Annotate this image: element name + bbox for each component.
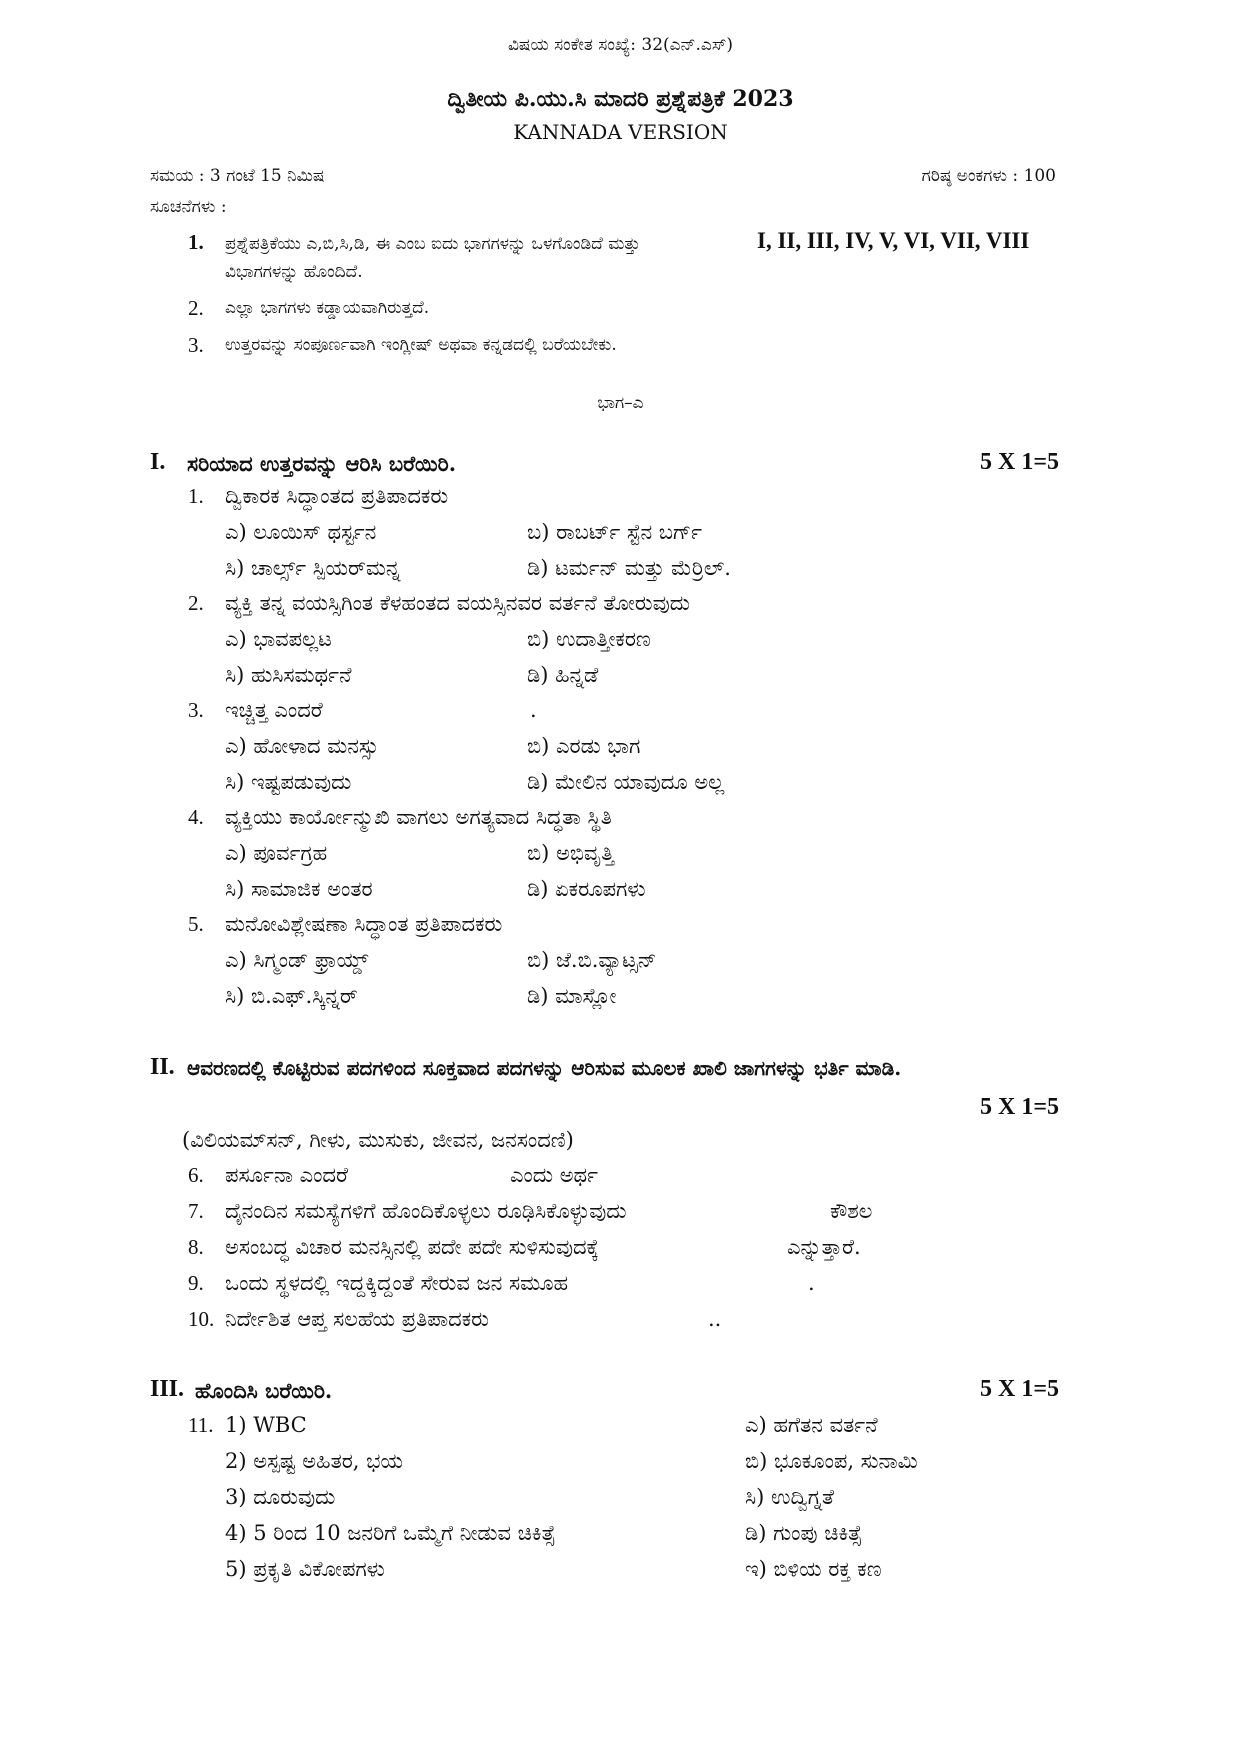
word-bank: (ವಿಲಿಯಮ್‌ಸನ್, ಗೀಳು, ಮುಸುಕು, ಜೀವನ, ಜನಸಂದಣಿ) (182, 1128, 574, 1152)
question-text: ಮನೋವಿಶ್ಲೇಷಣಾ ಸಿದ್ಧಾಂತ ಪ್ರತಿಪಾದಕರು (225, 912, 503, 936)
match-right-item: ಬಿ) ಭೂಕೂಂಪ, ಸುನಾಮಿ (745, 1449, 918, 1473)
question-text: ನಿರ್ದೇಶಿತ ಆಪ್ತ ಸಲಹೆಯ ಪ್ರತಿಪಾದಕರು (225, 1307, 489, 1331)
instruction-sections: I, II, III, IV, V, VI, VII, VIII (757, 228, 1030, 253)
option-d: ಡಿ) ಏಕರೂಪಗಳು (527, 877, 646, 901)
option-d: ಡಿ) ಟರ್ಮನ್ ಮತ್ತು ಮೆರ್ರಿಲ್. (527, 556, 731, 580)
option-c: ಸಿ) ಸಾಮಾಜಿಕ ಅಂತರ (225, 877, 373, 901)
section-title: ಸರಿಯಾದ ಉತ್ತರವನ್ನು ಆರಿಸಿ ಬರೆಯಿರಿ. (187, 451, 457, 476)
version-label: KANNADA VERSION (513, 120, 728, 144)
instruction-text: ಎಲ್ಲಾ ಭಾಗಗಳು ಕಡ್ಡಾಯವಾಗಿರುತ್ತದೆ. (225, 298, 430, 318)
option-a: ಎ) ಲೂಯಿಸ್ ಥರ್ಸ್ಟನ (225, 520, 377, 544)
option-c: ಸಿ) ಬಿ.ಎಫ್.ಸ್ಕಿನ್ನರ್ (225, 984, 358, 1008)
option-a: ಎ) ಭಾವಪಲ್ಲಟ (225, 627, 332, 651)
option-b: ಬ) ರಾಬರ್ಟ್ ಸ್ಟೆನ ಬರ್ಗ್ (527, 520, 703, 544)
question-tail: ಕೌಶಲ (830, 1199, 873, 1223)
option-b: ಬಿ) ಉದಾತ್ತೀಕರಣ (527, 627, 651, 651)
question-text: ಒಂದು ಸ್ಥಳದಲ್ಲಿ ಇದ್ದಕ್ಕಿದ್ದಂತೆ ಸೇರುವ ಜನ ಸಮೂಹ (225, 1271, 569, 1295)
question-text: ವ್ಯಕ್ತಿ ತನ್ನ ವಯಸ್ಸಿಗಿಂತ ಕೆಳಹಂತದ ವಯಸ್ಸಿನವರ ವರ್ತನೆ ತೋರುವುದು (225, 591, 690, 615)
question-tail: . (808, 1271, 815, 1295)
question-number: 2. (188, 591, 204, 615)
match-left-item: 4) 5 ರಿಂದ 10 ಜನರಿಗೆ ಒಮ್ಮೆಗೆ ನೀಡುವ ಚಿಕಿತ್ಸೆ (225, 1521, 556, 1545)
match-right-item: ಸಿ) ಉದ್ವಿಗ್ನತೆ (745, 1485, 834, 1509)
question-number: 11. (188, 1413, 214, 1437)
section-marks: 5 X 1=5 (979, 449, 1059, 475)
paper-title: ದ್ವಿತೀಯ ಪಿ.ಯು.ಸಿ ಮಾದರಿ ಪ್ರಶ್ನೆಪತ್ರಿಕೆ 2023 (447, 86, 794, 112)
option-c: ಸಿ) ಚಾರ್ಲ್ಸ್ ಸ್ಪಿಯರ್‌ಮನ್ನ (225, 556, 401, 580)
option-b: ಬಿ) ಜೆ.ಬಿ.ವ್ಯಾಟ್ಸನ್ (527, 948, 657, 972)
question-text: ವ್ಯಕ್ತಿಯು ಕಾರ್ಯೋನ್ಮುಖಿ ವಾಗಲು ಅಗತ್ಯವಾದ ಸಿದ್ಧತಾ ಸ್ಥಿತಿ (225, 805, 612, 829)
option-b: ಬಿ) ಎರಡು ಭಾಗ (527, 734, 641, 758)
option-a: ಎ) ಸಿಗ್ಮಂಡ್ ಫ್ರಾಯ್ಡ್ (225, 948, 369, 972)
section-number: III. (150, 1376, 185, 1402)
question-number: 1. (188, 484, 204, 508)
question-number: 5. (188, 912, 204, 936)
question-number: 3. (188, 698, 204, 722)
max-marks-label: ಗರಿಷ್ಠ ಅಂಕಗಳು : 100 (921, 166, 1056, 186)
subject-code: ವಿಷಯ ಸಂಕೇತ ಸಂಖ್ಯೆ: 32(ಎನ್.ಎಸ್) (507, 35, 734, 55)
instruction-number: 2. (188, 296, 204, 320)
section-title: ಹೊಂದಿಸಿ ಬರೆಯಿರಿ. (195, 1378, 333, 1403)
section-number: I. (150, 449, 166, 475)
section-marks: 5 X 1=5 (979, 1094, 1059, 1120)
question-number: 10. (188, 1307, 215, 1331)
option-b: ಬಿ) ಅಭಿವೃತ್ತಿ (527, 841, 615, 865)
instruction-number: 3. (188, 333, 204, 357)
question-text: ದ್ವಿಕಾರಕ ಸಿದ್ಧಾಂತದ ಪ್ರತಿಪಾದಕರು (225, 484, 449, 508)
question-tail: ಎನ್ನುತ್ತಾರೆ. (787, 1235, 861, 1259)
question-number: 8. (188, 1235, 204, 1259)
option-c: ಸಿ) ಇಷ್ಟಪಡುವುದು (225, 770, 352, 794)
option-d: ಡಿ) ಮಾಸ್ಲೋ (527, 984, 617, 1008)
instruction-continuation: ವಿಭಾಗಗಳನ್ನು ಹೊಂದಿದೆ. (225, 262, 363, 282)
question-number: 7. (188, 1199, 204, 1223)
match-left-item: 1) WBC (225, 1413, 307, 1437)
option-d: ಡಿ) ಮೇಲಿನ ಯಾವುದೂ ಅಲ್ಲ (527, 770, 725, 794)
match-right-item: ಡಿ) ಗುಂಪು ಚಿಕಿತ್ಸೆ (745, 1521, 863, 1545)
match-right-item: ಎ) ಹಗೆತನ ವರ್ತನೆ (745, 1413, 878, 1437)
option-a: ಎ) ಹೋಳಾದ ಮನಸ್ಸು (225, 734, 379, 758)
instruction-text: ಪ್ರಶ್ನೆಪತ್ರಿಕೆಯು ಎ,ಬಿ,ಸಿ,ಡಿ, ಈ ಎಂಬ ಐದು ಭಾಗಗಳನ್ನು ಒಳಗೊಂಡಿದೆ ಮತ್ತು (225, 234, 641, 254)
match-left-item: 2) ಅಸ್ಪಷ್ಟ ಅಹಿತರ, ಭಯ (225, 1449, 403, 1473)
section-title: ಆವರಣದಲ್ಲಿ ಕೊಟ್ಟಿರುವ ಪದಗಳಿಂದ ಸೂಕ್ತವಾದ ಪದಗಳನ್ನು ಆರಿಸುವ ಮೂಲಕ ಖಾಲಿ ಜಾಗಗಳನ್ನು ಭರ್ತಿ ಮಾಡಿ. (187, 1056, 902, 1080)
instruction-text: ಉತ್ತರವನ್ನು ಸಂಪೂರ್ಣವಾಗಿ ಇಂಗ್ಲೀಷ್ ಅಥವಾ ಕನ್ನಡದಲ್ಲಿ ಬರೆಯಬೇಕು. (225, 335, 617, 355)
match-left-item: 3) ದೂರುವುದು (225, 1485, 336, 1509)
section-marks: 5 X 1=5 (979, 1376, 1059, 1402)
instructions-heading: ಸೂಚನೆಗಳು : (150, 197, 227, 217)
question-tail: .. (708, 1307, 722, 1331)
part-label: ಭಾಗ–ಎ (597, 393, 644, 413)
match-left-item: 5) ಪ್ರಕೃತಿ ವಿಕೋಪಗಳು (225, 1557, 385, 1581)
match-right-item: ಇ) ಬಿಳಿಯ ರಕ್ತ ಕಣ (745, 1557, 882, 1581)
question-number: 4. (188, 805, 204, 829)
question-blank-end: . (530, 698, 537, 722)
option-d: ಡಿ) ಹಿನ್ನಡೆ (527, 663, 599, 687)
section-number: II. (150, 1054, 175, 1080)
question-number: 6. (188, 1163, 204, 1187)
time-label: ಸಮಯ : 3 ಗಂಟೆ 15 ನಿಮಿಷ (150, 166, 325, 186)
option-a: ಎ) ಪೂರ್ವಗ್ರಹ (225, 841, 328, 865)
question-number: 9. (188, 1271, 204, 1295)
question-text: ದೈನಂದಿನ ಸಮಸ್ಯೆಗಳಿಗೆ ಹೊಂದಿಕೊಳ್ಳಲು ರೂಢಿಸಿಕೊಳ್ಳುವುದು (225, 1199, 627, 1223)
question-text: ಅಸಂಬದ್ಧ ವಿಚಾರ ಮನಸ್ಸಿನಲ್ಲಿ ಪದೇ ಪದೇ ಸುಳಿಸುವುದಕ್ಕೆ (225, 1235, 599, 1259)
instruction-number: 1. (188, 230, 204, 254)
option-c: ಸಿ) ಹುಸಿಸಮರ್ಥನೆ (225, 663, 352, 687)
question-text: ಇಚ್ಚಿತ್ತ ಎಂದರೆ (225, 698, 323, 722)
question-tail: ಎಂದು ಅರ್ಥ (510, 1163, 598, 1187)
question-text: ಪರ್ಸೂನಾ ಎಂದರೆ (225, 1163, 348, 1187)
